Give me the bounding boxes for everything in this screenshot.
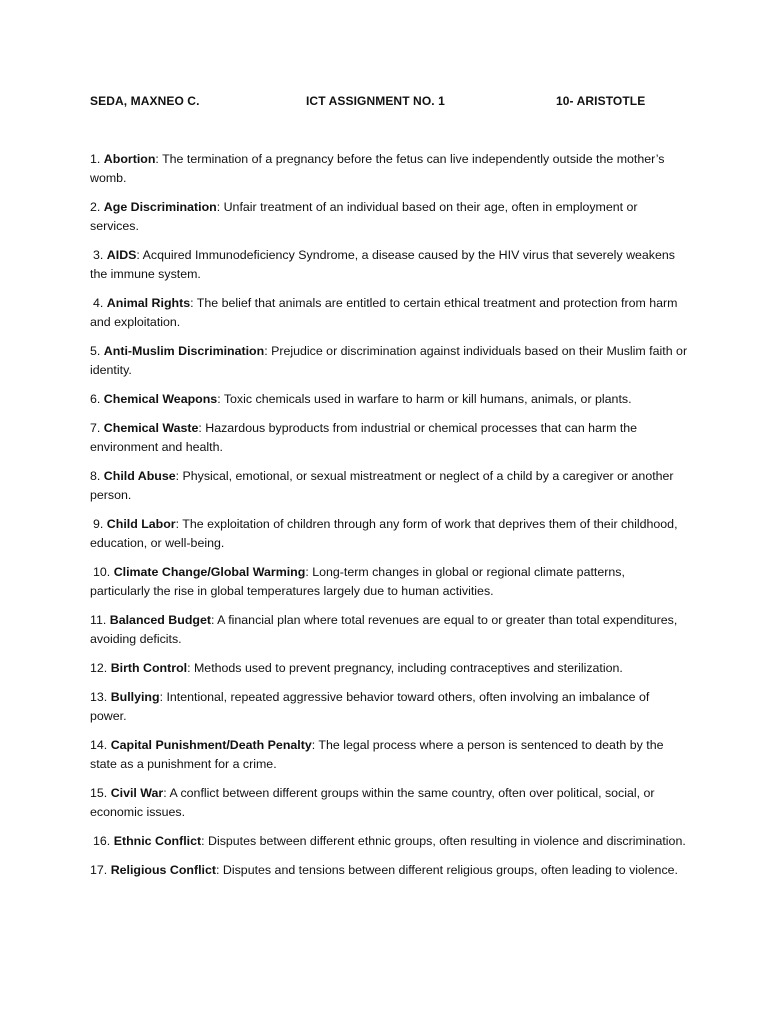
entry-term: Birth Control xyxy=(110,661,188,675)
entry-number: 17. xyxy=(90,863,108,877)
entry-number: 3. xyxy=(93,248,104,262)
entry-definition: : Toxic chemicals used in warfare to harm or kill humans, animals, or plants. xyxy=(217,392,632,406)
entry-number: 7. xyxy=(90,421,101,435)
glossary-entry xyxy=(90,198,688,236)
glossary-list xyxy=(90,150,688,890)
entry-number: 15. xyxy=(90,786,108,800)
entry-number: 9. xyxy=(93,517,104,531)
entry-definition: : Unfair treatment of an individual based on their age, often in employment or services. xyxy=(90,200,638,233)
entry-number: 11. xyxy=(90,613,107,627)
entry-number: 13. xyxy=(90,690,108,704)
glossary-entry xyxy=(90,246,688,284)
entry-definition: : A financial plan where total revenues are equal to or greater than total expenditures, avoiding deficits. xyxy=(90,613,678,646)
entry-definition: : Hazardous byproducts from industrial or chemical processes that can harm the environment and health. xyxy=(90,421,638,454)
entry-term: Religious Conflict xyxy=(110,863,217,877)
glossary-entry xyxy=(90,861,688,880)
entry-term: Child Abuse xyxy=(103,469,176,483)
glossary-entry xyxy=(90,659,688,678)
entry-definition: : Disputes and tensions between different religious groups, often leading to violence. xyxy=(216,863,678,877)
glossary-entry xyxy=(90,419,688,457)
entry-definition: : Intentional, repeated aggressive behavior toward others, often involving an imbalance of power. xyxy=(90,690,650,723)
entry-number: 14. xyxy=(90,738,108,752)
glossary-entry xyxy=(90,390,688,409)
entry-term: Civil War xyxy=(110,786,164,800)
glossary-entry xyxy=(90,467,688,505)
entry-term: Chemical Waste xyxy=(103,421,199,435)
entry-term: Climate Change/Global Warming xyxy=(113,565,306,579)
entry-definition: : The termination of a pregnancy before the fetus can live independently outside the mother’s womb. xyxy=(90,152,665,185)
entry-definition: : The legal process where a person is sentenced to death by the state as a punishment for a crime. xyxy=(90,738,664,771)
entry-definition: : Physical, emotional, or sexual mistreatment or neglect of a child by a caregiver or another person. xyxy=(90,469,674,502)
entry-term: Bullying xyxy=(110,690,160,704)
student-name: SEDA, MAXNEO C. xyxy=(90,94,200,108)
entry-definition: : Acquired Immunodeficiency Syndrome, a disease caused by the HIV virus that severely weakens the immune system. xyxy=(90,248,675,281)
entry-number: 2. xyxy=(90,200,101,214)
document-header xyxy=(90,94,690,112)
entry-number: 16. xyxy=(93,834,111,848)
entry-number: 8. xyxy=(90,469,101,483)
glossary-entry xyxy=(90,736,688,774)
entry-term: Anti-Muslim Discrimination xyxy=(103,344,265,358)
entry-number: 4. xyxy=(93,296,104,310)
entry-definition: : Methods used to prevent pregnancy, including contraceptives and sterilization. xyxy=(187,661,623,675)
entry-number: 5. xyxy=(90,344,101,358)
entry-definition: : Disputes between different ethnic groups, often resulting in violence and discrimination. xyxy=(201,834,686,848)
entry-term: Animal Rights xyxy=(106,296,191,310)
glossary-entry xyxy=(90,688,688,726)
assignment-title: ICT ASSIGNMENT NO. 1 xyxy=(306,94,445,108)
entry-term: Ethnic Conflict xyxy=(113,834,202,848)
entry-definition: : A conflict between different groups within the same country, often over political, social, or economic issues. xyxy=(90,786,655,819)
class-section: 10- ARISTOTLE xyxy=(556,94,646,108)
entry-definition: : The belief that animals are entitled to certain ethical treatment and protection from harm and exploitation. xyxy=(90,296,678,329)
entry-term: Balanced Budget xyxy=(109,613,211,627)
glossary-entry xyxy=(90,294,688,332)
entry-definition: : The exploitation of children through any form of work that deprives them of their childhood, education, or well-being. xyxy=(90,517,678,550)
glossary-entry xyxy=(90,150,688,188)
entry-term: Chemical Weapons xyxy=(103,392,218,406)
entry-number: 12. xyxy=(90,661,108,675)
entry-term: Capital Punishment/Death Penalty xyxy=(110,738,312,752)
entry-term: AIDS xyxy=(106,248,137,262)
entry-number: 6. xyxy=(90,392,101,406)
entry-term: Age Discrimination xyxy=(103,200,217,214)
entry-term: Child Labor xyxy=(106,517,176,531)
glossary-entry xyxy=(90,832,688,851)
glossary-entry xyxy=(90,784,688,822)
glossary-entry xyxy=(90,342,688,380)
glossary-entry xyxy=(90,563,688,601)
glossary-entry xyxy=(90,611,688,649)
entry-number: 10. xyxy=(93,565,111,579)
entry-definition: : Long-term changes in global or regional climate patterns, particularly the rise in global temperatures largely due to human activities. xyxy=(90,565,625,598)
entry-term: Abortion xyxy=(103,152,156,166)
entry-definition: : Prejudice or discrimination against individuals based on their Muslim faith or identity. xyxy=(90,344,688,377)
entry-number: 1. xyxy=(90,152,101,166)
glossary-entry xyxy=(90,515,688,553)
